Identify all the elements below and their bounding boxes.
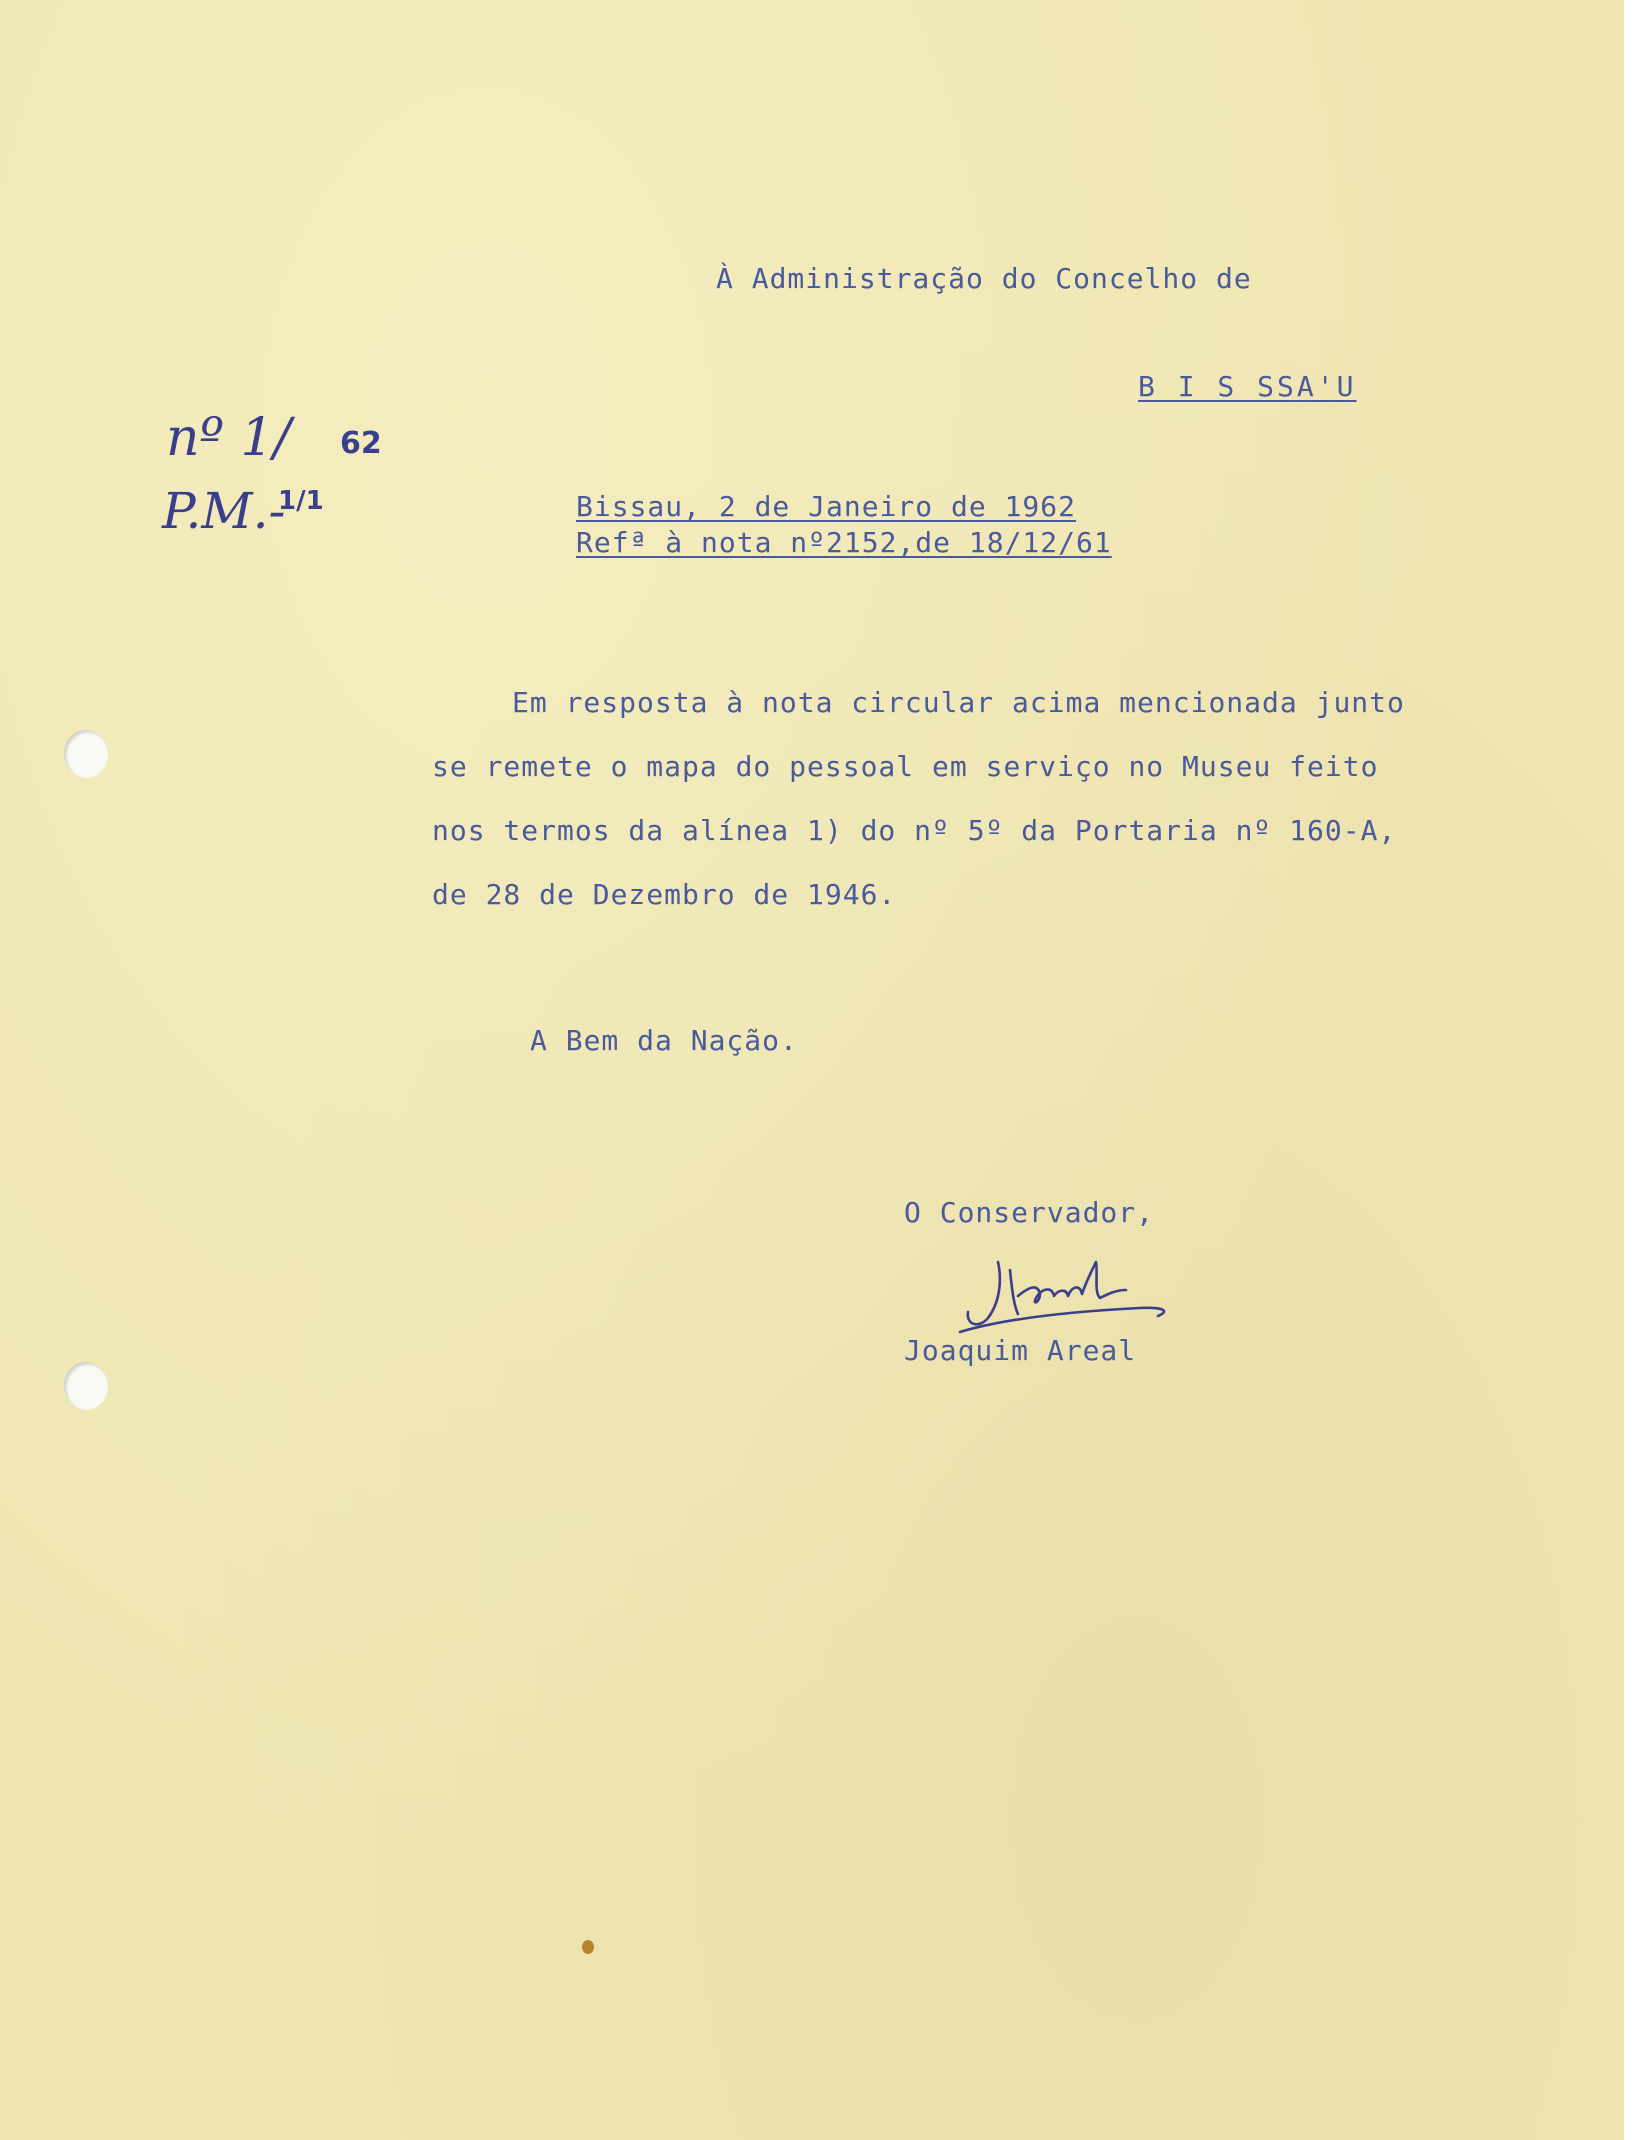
body-line: de 28 de Dezembro de 1946. xyxy=(432,878,897,911)
margin-ref-year: 62 xyxy=(340,426,382,461)
addressee-city: B I S SSA'U xyxy=(1138,370,1357,403)
date-line: Bissau, 2 de Janeiro de 1962 xyxy=(576,490,1077,523)
body-line: se remete o mapa do pessoal em serviço no Museu feito xyxy=(432,750,1379,783)
reference-line: Refª à nota nº2152,de 18/12/61 xyxy=(576,526,1112,559)
margin-fraction: 1/1 xyxy=(278,486,324,516)
addressee-line: À Administração do Concelho de xyxy=(716,262,1252,295)
body-line: nos termos da alínea 1) do nº 5º da Portaria nº 160-A, xyxy=(432,814,1397,847)
scan-margin xyxy=(1624,0,1643,2140)
punch-hole-bottom xyxy=(64,1362,108,1410)
signer-title: O Conservador, xyxy=(904,1196,1155,1229)
closing-salutation: A Bem da Nação. xyxy=(530,1024,798,1057)
signer-name: Joaquim Areal xyxy=(904,1334,1137,1367)
punch-hole-top xyxy=(64,730,108,778)
paper-stain xyxy=(582,1940,594,1954)
body-line: Em resposta à nota circular acima mencionada junto xyxy=(512,686,1405,719)
margin-ref-number: nº 1/ xyxy=(166,408,292,468)
margin-initials: P.M.- xyxy=(162,482,286,540)
